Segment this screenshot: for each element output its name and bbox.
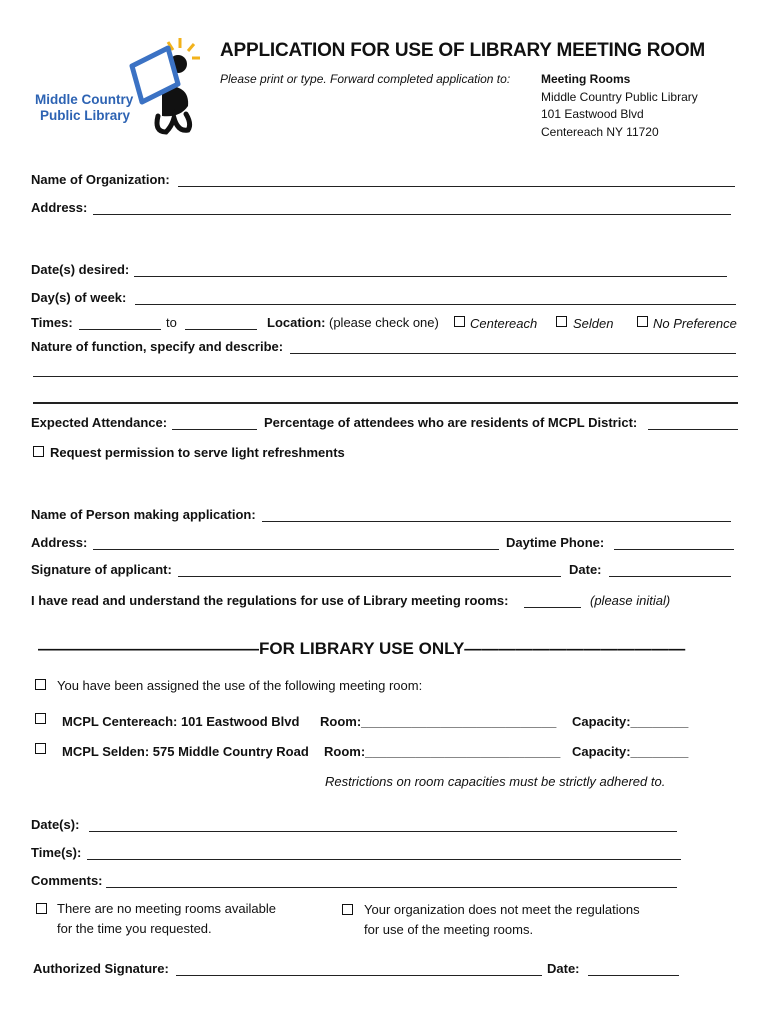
- library-logo: [30, 36, 205, 138]
- library-use-heading: —————————————FOR LIBRARY USE ONLY—————————————: [38, 639, 686, 658]
- nature-label: Nature of function, specify and describe:: [31, 339, 284, 354]
- days-of-week-label: Day(s) of week:: [31, 290, 127, 305]
- regulations-label: I have read and understand the regulations for use of Library meeting rooms:: [31, 593, 509, 608]
- form-title: APPLICATION FOR USE OF LIBRARY MEETING ROOM: [220, 40, 706, 61]
- no-rooms-line-2: for the time you requested.: [57, 921, 212, 936]
- time-from-field[interactable]: [79, 329, 161, 330]
- org-name-label: Name of Organization:: [31, 172, 170, 187]
- authorized-signature-field[interactable]: [176, 975, 542, 976]
- address-line-1: Meeting Rooms: [541, 72, 631, 86]
- centereach-checkbox[interactable]: [454, 316, 465, 327]
- comments-field[interactable]: [106, 887, 677, 888]
- selden-capacity-field[interactable]: Capacity:________: [572, 744, 689, 759]
- days-of-week-field[interactable]: [135, 304, 736, 305]
- residents-percentage-label: Percentage of attendees who are residents of MCPL District:: [264, 415, 638, 430]
- refreshments-label: Request permission to serve light refreshments: [50, 445, 345, 460]
- applicant-address-field[interactable]: [93, 549, 499, 550]
- selden-room-checkbox[interactable]: [35, 743, 46, 754]
- dates-desired-label: Date(s) desired:: [31, 262, 130, 277]
- applicant-name-label: Name of Person making application:: [31, 507, 256, 522]
- no-preference-checkbox[interactable]: [637, 316, 648, 327]
- time-to-field[interactable]: [185, 329, 257, 330]
- applicant-address-label: Address:: [31, 535, 88, 550]
- selden-room-name: MCPL Selden: 575 Middle Country Road: [62, 744, 309, 759]
- no-rooms-checkbox[interactable]: [36, 903, 47, 914]
- attendance-label: Expected Attendance:: [31, 415, 168, 430]
- comments-label: Comments:: [31, 873, 103, 888]
- not-meet-line-2: for use of the meeting rooms.: [364, 922, 534, 937]
- assigned-label: You have been assigned the use of the following meeting room:: [57, 678, 423, 693]
- restriction-note: Restrictions on room capacities must be strictly adhered to.: [325, 774, 666, 789]
- authorized-date-field[interactable]: [588, 975, 679, 976]
- daytime-phone-label: Daytime Phone:: [506, 535, 605, 550]
- library-dates-label: Date(s):: [31, 817, 80, 832]
- logo-line-2: Public Library: [40, 108, 131, 123]
- applicant-date-field[interactable]: [609, 576, 731, 577]
- library-times-field[interactable]: [87, 859, 681, 860]
- centereach-room-name: MCPL Centereach: 101 Eastwood Blvd: [62, 714, 300, 729]
- not-meet-line-1: Your organization does not meet the regulations: [364, 902, 640, 917]
- initial-hint: (please initial): [590, 593, 671, 608]
- centereach-room-field[interactable]: Room:___________________________: [320, 714, 557, 729]
- org-name-field[interactable]: [178, 186, 735, 187]
- address-line-4: Centereach NY 11720: [541, 124, 659, 139]
- selden-room-field[interactable]: Room:___________________________: [324, 744, 561, 759]
- nature-field-1[interactable]: [290, 353, 736, 354]
- address-line-2: Middle Country Public Library: [541, 89, 698, 104]
- dates-desired-field[interactable]: [134, 276, 727, 277]
- assigned-checkbox[interactable]: [35, 679, 46, 690]
- applicant-signature-field[interactable]: [178, 576, 561, 577]
- refreshments-checkbox[interactable]: [33, 446, 44, 457]
- centereach-option-label: Centereach: [470, 316, 538, 331]
- mailing-address: [541, 71, 698, 141]
- residents-percentage-field[interactable]: [648, 429, 738, 430]
- authorized-signature-label: Authorized Signature:: [33, 961, 169, 976]
- selden-option-label: Selden: [573, 316, 614, 331]
- instruction-text: Please print or type. Forward completed application to:: [220, 72, 511, 86]
- nature-field-3[interactable]: [33, 402, 738, 404]
- no-rooms-line-1: There are no meeting rooms available: [57, 901, 276, 916]
- logo-line-1: Middle Country: [35, 92, 134, 107]
- centereach-room-checkbox[interactable]: [35, 713, 46, 724]
- library-dates-field[interactable]: [89, 831, 677, 832]
- time-to-label: to: [166, 315, 177, 330]
- location-hint: (please check one): [329, 315, 439, 330]
- applicant-name-field[interactable]: [262, 521, 731, 522]
- location-label: Location:: [267, 315, 326, 330]
- applicant-date-label: Date:: [569, 562, 602, 577]
- address-line-3: 101 Eastwood Blvd: [541, 107, 644, 121]
- times-label: Times:: [31, 315, 73, 330]
- library-times-label: Time(s):: [31, 845, 82, 860]
- centereach-capacity-field[interactable]: Capacity:________: [572, 714, 689, 729]
- applicant-signature-label: Signature of applicant:: [31, 562, 172, 577]
- selden-checkbox[interactable]: [556, 316, 567, 327]
- org-address-label: Address:: [31, 200, 88, 215]
- authorized-date-label: Date:: [547, 961, 580, 976]
- org-address-field[interactable]: [93, 214, 731, 215]
- initial-field[interactable]: [524, 607, 581, 608]
- no-preference-option-label: No Preference: [653, 316, 737, 331]
- nature-field-2[interactable]: [33, 376, 738, 377]
- daytime-phone-field[interactable]: [614, 549, 734, 550]
- not-meet-regulations-checkbox[interactable]: [342, 904, 353, 915]
- attendance-field[interactable]: [172, 429, 257, 430]
